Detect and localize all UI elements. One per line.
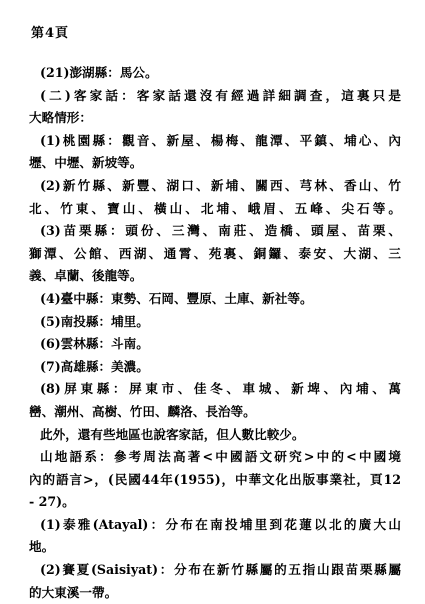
text-line-mountain-languages-cont-2: - 27)。 [29, 494, 75, 510]
text-line-other-areas: 此外，還有些地區也說客家話，但人數比較少。 [40, 426, 305, 442]
text-line-penghu: (21)澎湖縣：馬公。 [40, 65, 158, 80]
text-line-saisiyat-cont: 的大東溪一帶。 [29, 584, 118, 600]
text-line-atayal: (1)泰雅(Atayal)：分布在南投埔里到花蓮以北的廣大山 [40, 516, 401, 532]
document-body [29, 62, 401, 604]
text-line-hsinchu-cont: 北、竹東、寶山、橫山、北埔、峨眉、五峰、尖石等。 [29, 200, 401, 216]
text-line-atayal-cont: 地。 [29, 539, 55, 555]
text-line-taichung: (4)臺中縣：東勢、石岡、豐原、土庫、新社等。 [40, 290, 313, 306]
text-line-hakka-intro: (二)客家話：客家話還沒有經過詳細調查，這裏只是 [40, 87, 401, 103]
text-line-mountain-languages-cont: 內的語言>，(民國44年(1955)，中華文化出版事業社，頁12 [29, 471, 401, 487]
text-line-miaoli: (3)苗栗縣：頭份、三灣、南莊、造橋、頭屋、苗栗、 [40, 223, 401, 239]
page-number-label: 第4頁 [31, 26, 70, 41]
text-line-kaohsiung: (7)高雄縣：美濃。 [40, 358, 149, 374]
text-line-hsinchu: (2)新竹縣、新豐、湖口、新埔、關西、芎林、香山、竹 [40, 177, 401, 193]
text-line-miaoli-cont: 獅潭、公館、西湖、通霄、苑裏、銅鑼、泰安、大湖、三 [29, 245, 401, 261]
text-line-taoyuan-cont: 壢、中壢、新坡等。 [29, 155, 143, 171]
text-line-miaoli-cont-2: 義、卓蘭、後龍等。 [29, 268, 143, 284]
text-line-pingtung-cont: 巒、潮州、高樹、竹田、麟洛、長治等。 [29, 403, 256, 419]
text-line-yunlin: (6)雲林縣：斗南。 [40, 336, 149, 352]
text-line-mountain-languages: 山地語系：參考周法高著<中國語文研究>中的<中國境 [40, 449, 401, 465]
text-line-pingtung: (8)屏東縣：屏東市、佳冬、車城、新埤、內埔、萬 [40, 381, 401, 397]
text-line-nantou: (5)南投縣：埔里。 [40, 313, 149, 329]
text-line-saisiyat: (2)賽夏(Saisiyat)：分布在新竹縣屬的五指山跟苗栗縣屬 [40, 562, 401, 578]
text-line-taoyuan: (1)桃園縣：觀音、新屋、楊梅、龍潭、平鎮、埔心、內 [40, 132, 401, 148]
text-line-hakka-intro-cont: 大略情形： [29, 110, 92, 126]
